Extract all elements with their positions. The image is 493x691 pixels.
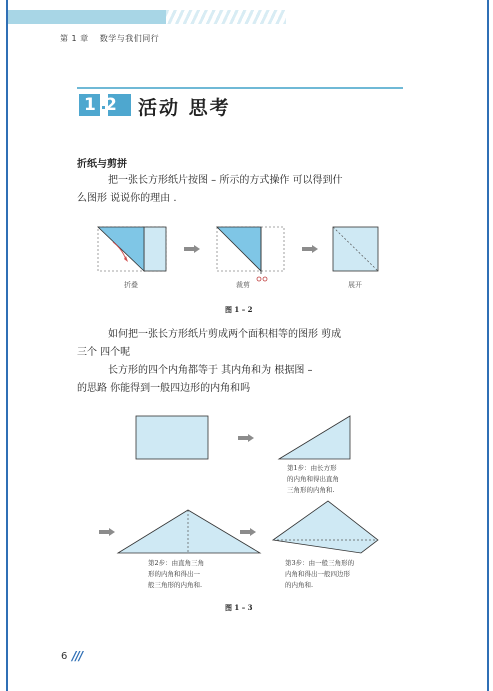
subsection-title: 折纸与剪拼 — [77, 159, 127, 170]
arrow-right-icon — [238, 434, 254, 442]
paragraph-2-line-1: 如何把一张长方形纸片剪成两个面积相等的图形 剪成 — [108, 329, 342, 340]
unfold-diagram — [333, 227, 378, 271]
page-number: 6 — [61, 651, 68, 662]
section-number-major: 1 — [84, 95, 96, 115]
step-1-line: 第1步：由长方形 — [287, 464, 337, 472]
paragraph-1-line-2: 么图形 说说你的理由 . — [77, 193, 177, 204]
caption-fold: 折叠 — [124, 281, 138, 289]
step-3-text — [285, 558, 354, 591]
rectangle-shape — [136, 416, 208, 459]
arrow-right-icon — [99, 528, 115, 536]
step-2-line: 形的内角和得出一 — [148, 570, 200, 578]
step-2-line: 般三角形的内角和. — [148, 581, 203, 589]
section-title: 活动 思考 — [138, 97, 231, 119]
arrow-right-icon — [240, 528, 256, 536]
step-3-line: 第3步：由一般三角形的 — [285, 559, 355, 567]
caption-cut: 裁剪 — [236, 281, 250, 289]
step-1-line: 三角形的内角和. — [287, 486, 335, 494]
quadrilateral-shape — [273, 501, 378, 553]
paragraph-1-line-1: 把一张长方形纸片按图 – 所示的方式操作 可以得到什 — [108, 175, 343, 186]
arrow-right-icon — [302, 245, 318, 253]
general-triangle-shape — [118, 510, 260, 553]
figure-label-1-2: 图 1 – 2 — [225, 305, 253, 314]
figure-label-1-3: 图 1 – 3 — [225, 603, 253, 612]
cut-diagram — [217, 227, 284, 281]
step-1-text — [287, 463, 339, 496]
step-2-line: 第2步：由直角三角 — [148, 559, 205, 567]
chapter-title: 数学与我们同行 — [99, 34, 160, 43]
caption-unfold: 展开 — [348, 281, 362, 289]
step-2-text — [148, 558, 204, 591]
section-number-minor: 2 — [105, 95, 117, 115]
arrow-right-icon — [184, 245, 200, 253]
step-3-line: 的内角和. — [285, 581, 314, 589]
paragraph-2-line-4: 的思路 你能得到一般四边形的内角和吗 — [77, 383, 251, 394]
page-number-decoration: /// — [72, 649, 83, 663]
right-triangle-shape — [279, 416, 350, 459]
chapter-number: 第 1 章 — [60, 34, 89, 43]
step-3-line: 内角和得出一般四边形 — [285, 570, 350, 578]
fold-diagram — [98, 227, 166, 271]
paragraph-2-line-3: 长方形的四个内角都等于 其内角和为 根据图 – — [108, 365, 313, 376]
paragraph-2-line-2: 三个 四个呢 — [77, 347, 131, 358]
step-1-line: 的内角和得出直角 — [287, 475, 339, 483]
